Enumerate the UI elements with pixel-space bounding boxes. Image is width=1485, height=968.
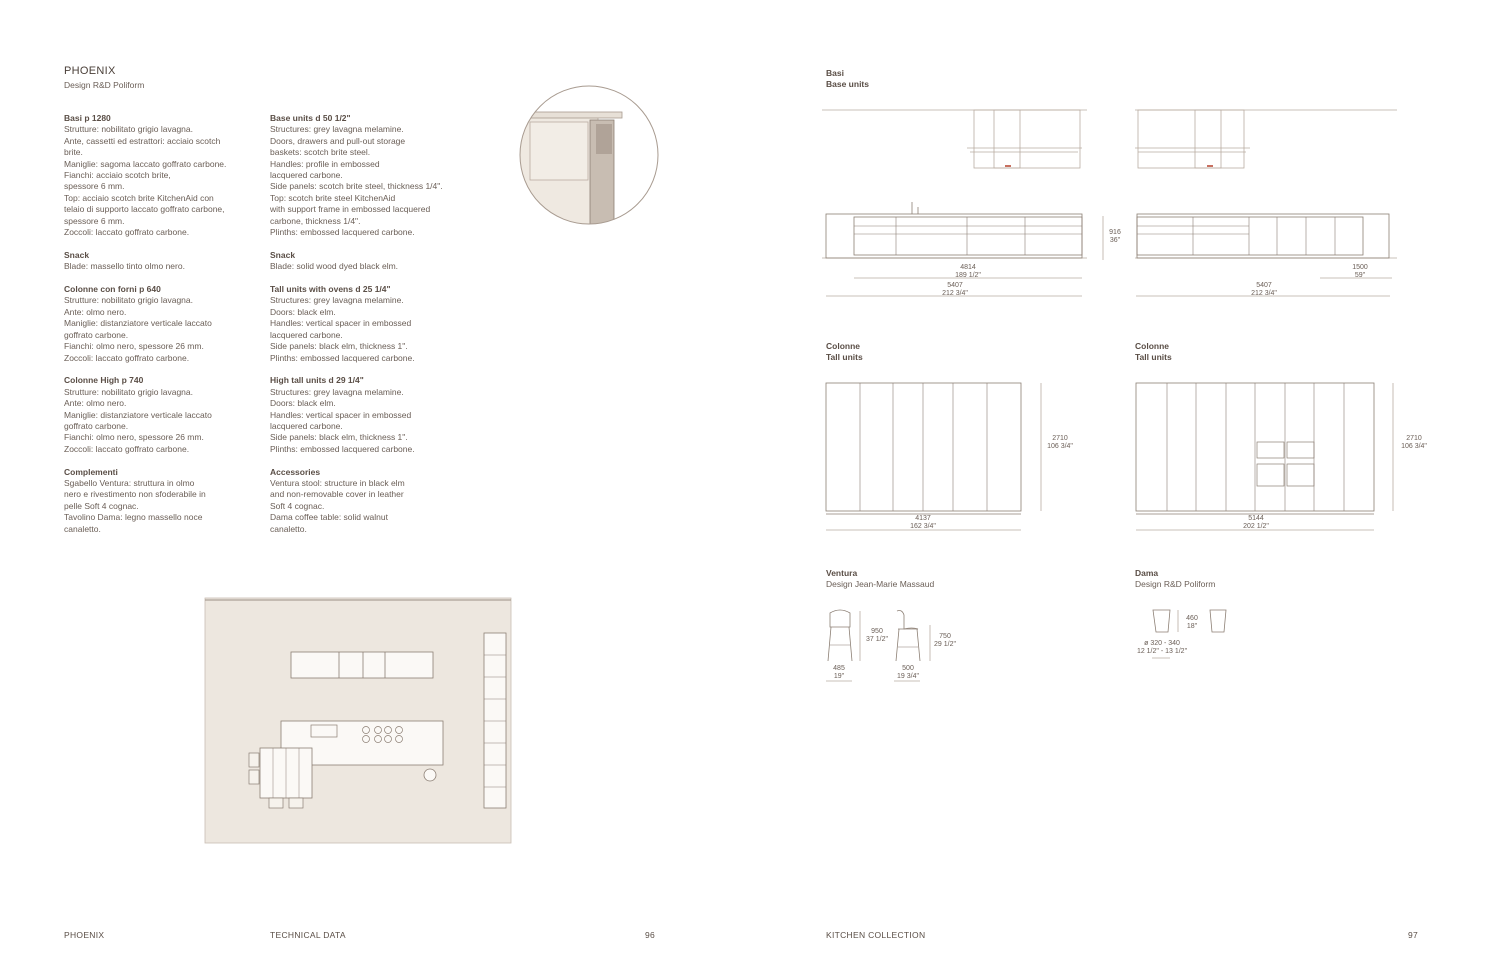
basi-label: Basi Base units <box>826 68 869 89</box>
dim-ventura-h2: 750 29 1/2" <box>934 633 956 648</box>
dama-label: Dama Design R&D Poliform <box>1135 568 1216 589</box>
spec-line: Blade: massello tinto olmo nero. <box>64 261 185 272</box>
spec-line: Side panels: black elm, thickness 1". <box>270 432 408 443</box>
spec-line: pelle Soft 4 cognac. <box>64 500 139 511</box>
spec-line: Blade: solid wood dyed black elm. <box>270 261 399 272</box>
dim-tall-left-width: 4137 162 3/4" <box>910 515 936 530</box>
dim-ventura-w1: 485 19" <box>833 665 845 680</box>
ventura-label: Ventura Design Jean-Marie Massaud <box>826 568 935 589</box>
spec-line: lacquered carbone. <box>270 329 343 340</box>
spec-heading: Colonne High p 740 <box>64 375 144 386</box>
spec-block <box>270 284 470 364</box>
dim-base-left-total: 5407 212 3/4" <box>942 282 968 297</box>
spec-line: Ante: olmo nero. <box>64 306 127 317</box>
page-subtitle: Design R&D Poliform <box>64 80 145 90</box>
spec-heading: Tall units with ovens d 25 1/4" <box>270 284 391 295</box>
dim-ventura-h1: 950 37 1/2" <box>866 628 888 643</box>
dim-base-right-part: 1500 59" <box>1352 264 1368 279</box>
spec-line: Strutture: nobilitato grigio lavagna. <box>64 124 193 135</box>
spec-line: nero e rivestimento non sfoderabile in <box>64 489 206 500</box>
page-title: PHOENIX <box>64 65 116 77</box>
spec-line: Handles: vertical spacer in embossed <box>270 409 412 420</box>
footer-collection: KITCHEN COLLECTION <box>826 930 926 940</box>
dim-ventura-w2: 500 19 3/4" <box>897 665 919 680</box>
spec-line: Top: scotch brite steel KitchenAid <box>270 192 396 203</box>
dim-base-height: 916 36" <box>1109 229 1121 244</box>
spec-line: Top: acciaio scotch brite KitchenAid con <box>64 192 214 203</box>
floor-plan <box>205 598 511 843</box>
spec-heading: Basi p 1280 <box>64 113 111 123</box>
spec-block <box>270 113 470 238</box>
colonne-left-label: Colonne Tall units <box>826 341 863 362</box>
spec-line: Zoccoli: laccato goffrato carbone. <box>64 443 190 454</box>
spec-line: lacquered carbone. <box>270 420 343 431</box>
spec-line: Side panels: black elm, thickness 1". <box>270 341 408 352</box>
footer-name: PHOENIX <box>64 930 105 940</box>
base-units-top-view-left <box>822 108 1087 172</box>
base-dim-lines <box>820 212 1400 302</box>
dim-base-left-inner: 4814 189 1/2" <box>955 264 981 279</box>
spec-line: Plinths: embossed lacquered carbone. <box>270 352 415 363</box>
spec-line: Structures: grey lavagna melamine. <box>270 386 404 397</box>
spec-line: Plinths: embossed lacquered carbone. <box>270 227 415 238</box>
spec-heading: Snack <box>270 249 296 260</box>
base-units-top-view-right <box>1135 108 1400 172</box>
colonne-right-label: Colonne Tall units <box>1135 341 1172 362</box>
spec-block <box>64 467 264 535</box>
dim-dama-height: 460 18" <box>1186 615 1198 630</box>
spec-line: Ante: olmo nero. <box>64 398 127 409</box>
spec-line: canaletto. <box>64 523 101 534</box>
tall-units-right <box>1133 380 1408 535</box>
spec-heading: Accessories <box>270 466 321 477</box>
spec-line: Ante, cassetti ed estrattori: acciaio scotch <box>64 135 221 146</box>
spec-line: Zoccoli: laccato goffrato carbone. <box>64 227 190 238</box>
spec-block <box>270 250 470 273</box>
spec-block <box>64 250 264 273</box>
spec-line: Handles: profile in embossed <box>270 158 380 169</box>
dim-dama-diameter: ø 320 - 340 12 1/2" - 13 1/2" <box>1136 640 1188 655</box>
footer-section: TECHNICAL DATA <box>270 930 346 940</box>
spec-line: and non-removable cover in leather <box>270 489 404 500</box>
spec-line: Doors: black elm. <box>270 306 336 317</box>
spec-line: goffrato carbone. <box>64 329 129 340</box>
spec-heading: Snack <box>64 249 90 260</box>
spec-line: brite. <box>64 147 83 158</box>
spec-line: spessore 6 mm. <box>64 181 125 192</box>
spec-line: Side panels: scotch brite steel, thickness 1/4". <box>270 181 443 192</box>
spec-line: Maniglie: distanziatore verticale laccato <box>64 409 212 420</box>
detail-circle-drawing <box>518 84 660 226</box>
dim-tall-left-height: 2710 106 3/4" <box>1047 435 1073 450</box>
spec-line: Dama coffee table: solid walnut <box>270 512 388 523</box>
spec-line: Strutture: nobilitato grigio lavagna. <box>64 386 193 397</box>
spec-block <box>270 375 470 455</box>
spec-line: Tavolino Dama: legno massello noce <box>64 512 203 523</box>
spec-block <box>64 284 264 364</box>
spec-line: Doors: black elm. <box>270 398 336 409</box>
spec-block <box>270 467 470 535</box>
spec-block <box>64 113 264 238</box>
page-number-left: 96 <box>645 930 656 940</box>
spec-english <box>270 113 470 546</box>
spec-line: Sgabello Ventura: struttura in olmo <box>64 477 195 488</box>
spec-heading: Colonne con forni p 640 <box>64 284 161 295</box>
spec-line: Plinths: embossed lacquered carbone. <box>270 443 415 454</box>
spec-line: lacquered carbone. <box>270 170 343 181</box>
spec-line: Soft 4 cognac. <box>270 500 325 511</box>
spec-line: Fianchi: olmo nero, spessore 26 mm. <box>64 341 204 352</box>
spec-line: Structures: grey lavagna melamine. <box>270 124 404 135</box>
spec-line: Handles: vertical spacer in embossed <box>270 318 412 329</box>
spec-line: goffrato carbone. <box>64 420 129 431</box>
spec-heading: Complementi <box>64 466 118 477</box>
spec-line: Zoccoli: laccato goffrato carbone. <box>64 352 190 363</box>
spec-line: telaio di supporto laccato goffrato carbone, <box>64 204 225 215</box>
spec-line: canaletto. <box>270 523 307 534</box>
dim-tall-right-width: 5144 202 1/2" <box>1243 515 1269 530</box>
dim-base-right-total: 5407 212 3/4" <box>1251 282 1277 297</box>
spec-line: Structures: grey lavagna melamine. <box>270 295 404 306</box>
tall-units-left <box>822 380 1052 535</box>
spec-heading: Base units d 50 1/2" <box>270 113 351 123</box>
spec-line: Ventura stool: structure in black elm <box>270 477 405 488</box>
spec-line: Maniglie: distanziatore verticale laccato <box>64 318 212 329</box>
spec-heading: High tall units d 29 1/4" <box>270 375 364 386</box>
dim-tall-right-height: 2710 106 3/4" <box>1401 435 1427 450</box>
spec-line: Strutture: nobilitato grigio lavagna. <box>64 295 193 306</box>
spec-line: Maniglie: sagoma laccato goffrato carbone. <box>64 158 227 169</box>
page-number-right: 97 <box>1408 930 1419 940</box>
spec-line: baskets: scotch brite steel. <box>270 147 371 158</box>
spec-line: spessore 6 mm. <box>64 215 125 226</box>
spec-line: with support frame in embossed lacquered <box>270 204 431 215</box>
spec-line: carbone, thickness 1/4". <box>270 215 361 226</box>
spec-line: Fianchi: acciaio scotch brite, <box>64 170 171 181</box>
spec-italian <box>64 113 264 546</box>
spec-line: Fianchi: olmo nero, spessore 26 mm. <box>64 432 204 443</box>
spec-block <box>64 375 264 455</box>
spec-line: Doors, drawers and pull-out storage <box>270 135 406 146</box>
